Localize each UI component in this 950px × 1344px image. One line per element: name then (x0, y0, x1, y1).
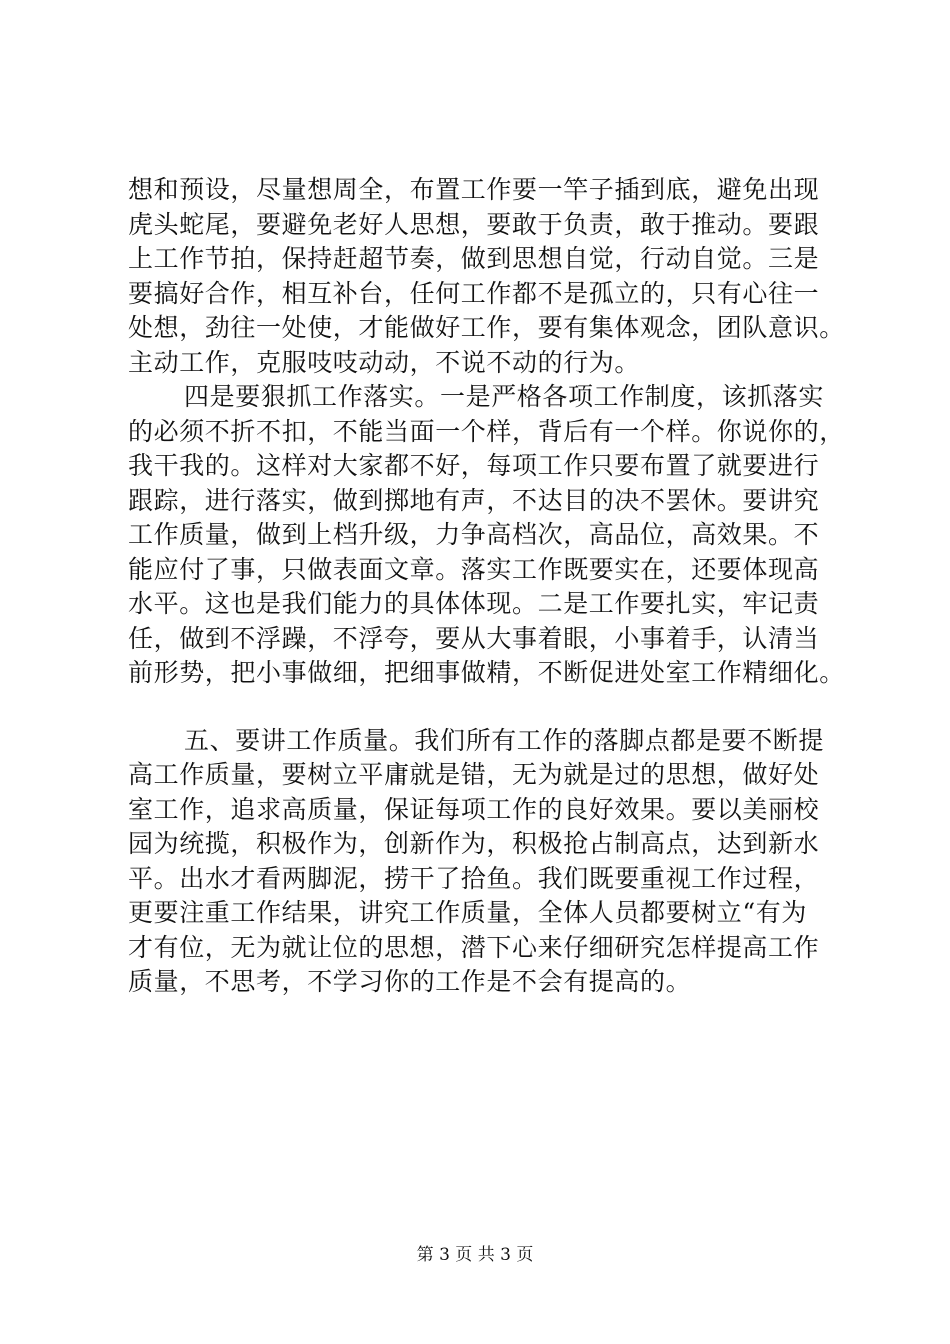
page-number-footer: 第 3 页 共 3 页 (416, 1245, 534, 1265)
text-line: 虎头蛇尾，要避免老好人思想，要敢于负责，敢于推动。要跟 (128, 209, 820, 239)
text-line: 才有位，无为就让位的思想，潜下心来仔细研究怎样提高工作 (128, 932, 820, 962)
text-line: 平。出水才看两脚泥，捞干了拾鱼。我们既要重视工作过程， (128, 863, 820, 893)
text-line: 能应付了事，只做表面文章。落实工作既要实在，还要体现高 (128, 554, 820, 584)
text-line: 五、要讲工作质量。我们所有工作的落脚点都是要不断提 (184, 725, 825, 755)
text-line: 四是要狠抓工作落实。一是严格各项工作制度，该抓落实 (184, 382, 825, 411)
text-line: 质量，不思考，不学习你的工作是不会有提高的。 (128, 967, 692, 996)
text-line: 工作质量，做到上档升级，力争高档次，高品位，高效果。不 (128, 520, 820, 549)
text-line: 的必须不折不扣，不能当面一个样，背后有一个样。你说你的， (128, 416, 845, 446)
paragraph-2 (128, 380, 845, 691)
text-line: 高工作质量，要树立平庸就是错，无为就是过的思想，做好处 (128, 760, 820, 789)
paragraph-3 (128, 724, 840, 1000)
text-line: 水平。这也是我们能力的具体体现。二是工作要扎实，牢记责 (128, 589, 820, 618)
text-line: 更要注重工作结果，讲究工作质量，全体人员都要树立“有为 (128, 898, 807, 927)
text-line: 园为统揽，积极作为，创新作为，积极抢占制高点，达到新水 (128, 829, 820, 858)
text-line: 我干我的。这样对大家都不好，每项工作只要布置了就要进行 (128, 451, 820, 480)
text-line: 要搞好合作，相互补台，任何工作都不是孤立的，只有心往一 (128, 278, 820, 308)
text-line: 任，做到不浮躁，不浮夸，要从大事着眼，小事着手，认清当 (128, 623, 820, 653)
text-line: 室工作，追求高质量，保证每项工作的良好效果。要以美丽校 (128, 794, 820, 824)
text-line: 前形势，把小事做细，把细事做精，不断促进处室工作精细化。 (128, 658, 845, 687)
paragraph-1 (128, 173, 845, 380)
text-line: 跟踪，进行落实，做到掷地有声，不达目的决不罢休。要讲究 (128, 485, 820, 515)
text-line: 想和预设，尽量想周全，布置工作要一竿子插到底，避免出现 (128, 175, 820, 204)
text-line: 处想，劲往一处使，才能做好工作，要有集体观念，团队意识。 (128, 313, 845, 342)
paragraph-spacer (128, 691, 840, 724)
text-line: 主动工作，克服吱吱动动，不说不动的行为。 (128, 347, 641, 377)
text-line: 上工作节拍，保持赶超节奏，做到思想自觉，行动自觉。三是 (128, 244, 820, 273)
document-body (128, 173, 845, 1000)
